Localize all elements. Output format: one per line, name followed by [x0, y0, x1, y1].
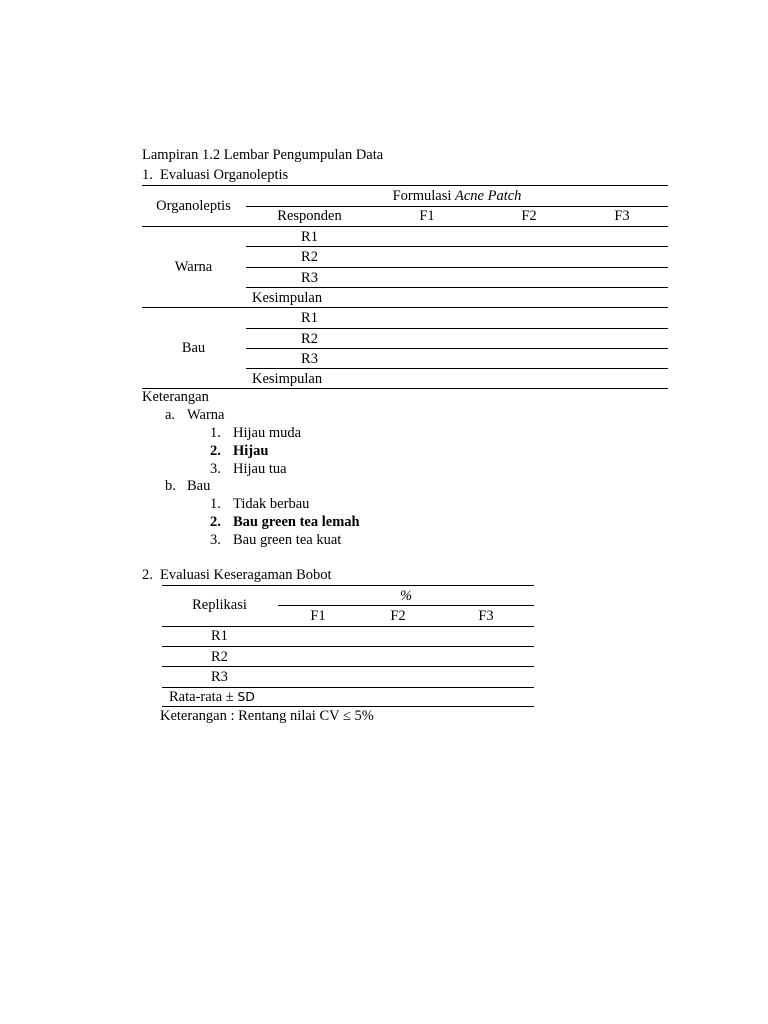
table-rule [246, 287, 668, 288]
table-rule [162, 585, 534, 586]
header-f2: F2 [521, 208, 537, 224]
list-item: Hijau tua [233, 461, 287, 477]
header-replikasi: Replikasi [192, 597, 247, 613]
replikasi-row: R2 [211, 649, 228, 665]
header-f3: F3 [478, 608, 494, 624]
table-rule [246, 267, 668, 268]
table-rule [162, 687, 534, 688]
section2-number: 2. [142, 567, 153, 583]
list-number: 3. [210, 461, 221, 477]
kesimpulan-label: Kesimpulan [252, 371, 323, 387]
table-rule [162, 626, 534, 627]
responden-row: R2 [301, 331, 318, 347]
kesimpulan-label: Kesimpulan [252, 290, 323, 306]
list-item: Bau green tea kuat [233, 532, 342, 548]
header-formulasi-prefix: Formulasi [392, 188, 455, 204]
table-rule [162, 706, 534, 707]
table-rule [246, 328, 668, 329]
list-number: 3. [210, 532, 221, 548]
responden-row: R1 [301, 310, 318, 326]
responden-row: R2 [301, 249, 318, 265]
list-marker: b. [165, 478, 176, 494]
responden-row: R3 [301, 270, 318, 286]
keterangan-title: Keterangan [142, 389, 209, 405]
sd-label: SD [237, 689, 255, 704]
section1-number: 1. [142, 167, 153, 183]
table-rule [246, 368, 668, 369]
table-rule [278, 605, 534, 606]
table-rule [246, 206, 668, 207]
replikasi-row: R1 [211, 628, 228, 644]
header-f1: F1 [310, 608, 326, 624]
list-label-bau: Bau [187, 478, 211, 494]
list-number: 1. [210, 425, 221, 441]
list-number: 2. [210, 443, 221, 459]
list-item: Bau green tea lemah [233, 514, 360, 530]
header-f3: F3 [614, 208, 630, 224]
responden-row: R1 [301, 229, 318, 245]
section2-note: Keterangan : Rentang nilai CV ≤ 5% [160, 708, 374, 724]
table-rule [142, 307, 668, 308]
responden-row: R3 [301, 351, 318, 367]
list-item: Hijau muda [233, 425, 302, 441]
header-f1: F1 [419, 208, 435, 224]
list-marker: a. [165, 407, 176, 423]
header-organoleptis: Organoleptis [156, 198, 231, 214]
table-rule [246, 348, 668, 349]
header-f2: F2 [390, 608, 406, 624]
group-label-warna: Warna [174, 259, 213, 275]
list-number: 1. [210, 496, 221, 512]
table-rule [142, 185, 668, 186]
list-item: Hijau [233, 443, 269, 459]
table-rule [162, 666, 534, 667]
table-rule [246, 246, 668, 247]
table-rule [162, 646, 534, 647]
mean-label: Rata-rata ± [169, 689, 238, 705]
group-label-bau: Bau [181, 340, 206, 356]
header-responden: Responden [277, 208, 342, 224]
table-rule [142, 388, 668, 389]
section2-title: Evaluasi Keseragaman Bobot [160, 567, 332, 583]
header-formulasi-italic: Acne Patch [455, 188, 522, 204]
table-rule [142, 226, 668, 227]
replikasi-row: R3 [211, 669, 228, 685]
list-item: Tidak berbau [233, 496, 310, 512]
list-number: 2. [210, 514, 221, 530]
mean-sd-label [169, 690, 255, 705]
header-formulasi [246, 189, 668, 204]
list-label-warna: Warna [187, 407, 225, 423]
page-heading: Lampiran 1.2 Lembar Pengumpulan Data [142, 147, 384, 163]
section1-title: Evaluasi Organoleptis [160, 167, 289, 183]
header-percent: % [399, 588, 413, 604]
